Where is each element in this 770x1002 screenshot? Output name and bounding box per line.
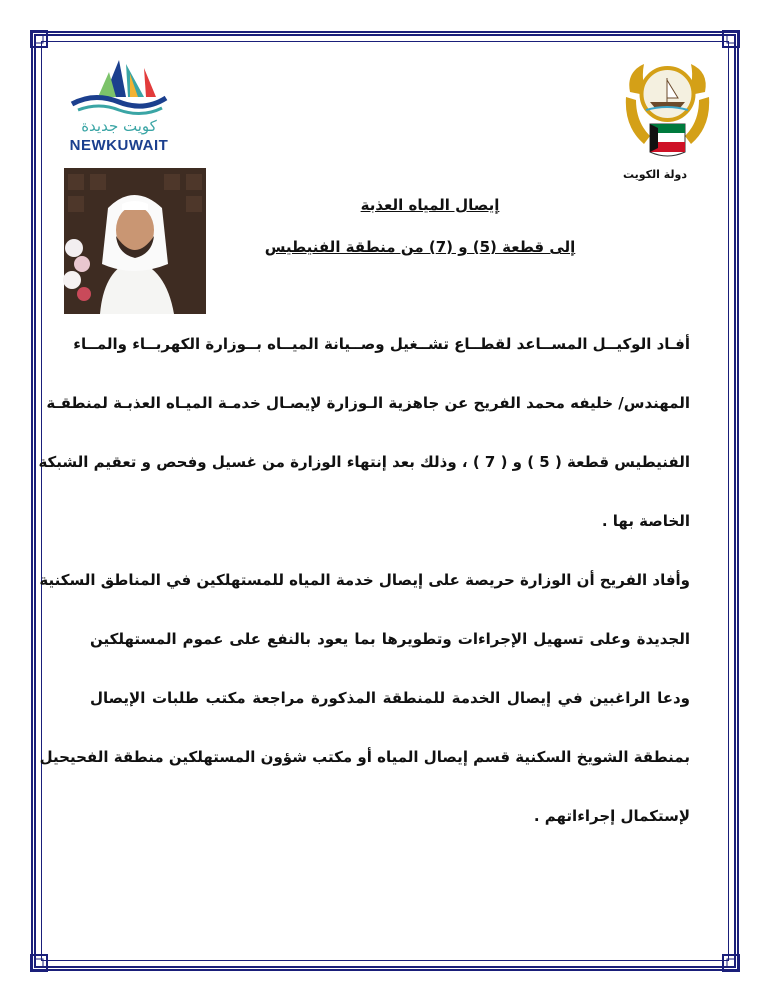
corner-ornament-icon: [722, 30, 740, 48]
state-name-label: دولة الكويت: [622, 168, 688, 181]
paragraph-line: وأفاد الفريح أن الوزارة حريصة على إيصال خدمة المياه للمستهلكين في المناطق السكنية: [39, 571, 690, 589]
paragraph-line: المهندس/ خليفه محمد الفريح عن جاهزية الـوزارة لإيصـال خدمـة الميـاه العذبـة لمنطقـة: [46, 394, 690, 412]
corner-ornament-icon: [30, 954, 48, 972]
official-portrait-photo: [64, 168, 206, 314]
kuwait-emblem-icon: [620, 52, 715, 160]
logo-arabic-text: كويت جديدة: [81, 117, 157, 135]
corner-ornament-icon: [722, 954, 740, 972]
paragraph-line: بمنطقة الشويخ السكنية قسم إيصال المياه أو مكتب شؤون المستهلكين منطقة الفحيحيل: [39, 748, 690, 766]
article-body: [38, 330, 690, 861]
headline-subtitle: إلى قطعة (5) و (7) من منطقة الفنيطيس: [264, 238, 576, 256]
headline-title: إيصال المياه العذبة: [360, 196, 500, 214]
paragraph-line: ودعا الراغبين في إيصال الخدمة للمنطقة المذكورة مراجعة مكتب طلبات الإيصال: [90, 689, 690, 707]
paragraph-line: الجديدة وعلى تسهيل الإجراءات وتطويرها بما يعود بالنفع على عموم المستهلكين: [90, 630, 690, 648]
paragraph-line: الفنيطيس قطعة ( 5 ) و ( 7 ) ، وذلك بعد إنتهاء الوزارة من غسيل وفحص و تعقيم الشبكة: [38, 453, 690, 471]
corner-ornament-icon: [30, 30, 48, 48]
paragraph-line: لإستكمال إجراءاتهم .: [533, 807, 690, 825]
paragraph-line: الخاصة بها .: [601, 512, 690, 530]
logo-english-text: NEWKUWAIT: [69, 137, 169, 154]
paragraph-line: أفـاد الوكيــل المســاعد لقطــاع تشــغيل وصــيانة الميــاه بــوزارة الكهربــاء والمــاء: [73, 335, 690, 353]
